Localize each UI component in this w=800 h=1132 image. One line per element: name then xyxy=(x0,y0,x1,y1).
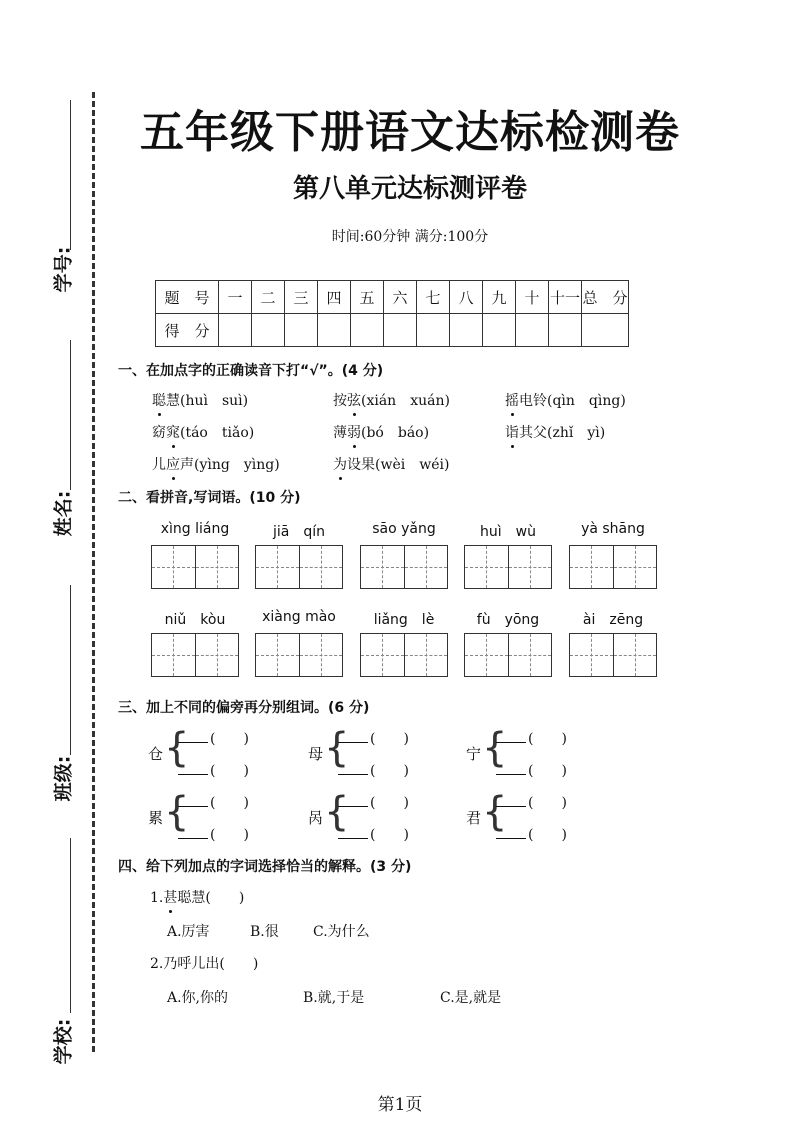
name-label: 姓名: xyxy=(52,490,75,537)
word-blank[interactable]: ( ) xyxy=(496,792,590,812)
pinyin-label: jiā qín xyxy=(272,524,325,540)
radical-char: 呙 xyxy=(308,809,324,827)
q1-item: 摇电铃(qìn qìng) xyxy=(505,390,626,410)
pinyin-label: xiàng mào xyxy=(262,609,336,625)
student-id-label: 学号: xyxy=(52,246,75,293)
score-cell[interactable] xyxy=(318,314,351,347)
writing-grid[interactable] xyxy=(569,633,657,677)
writing-grid[interactable] xyxy=(464,545,552,589)
score-header-cell: 总 分 xyxy=(582,281,629,314)
score-header-cell: 九 xyxy=(483,281,516,314)
score-cell[interactable] xyxy=(549,314,582,347)
pinyin-label: niǔ kòu xyxy=(164,612,226,628)
radical-char: 仓 xyxy=(148,745,164,763)
score-cell[interactable] xyxy=(483,314,516,347)
writing-grid[interactable] xyxy=(151,633,239,677)
writing-grid[interactable] xyxy=(255,545,343,589)
word-blank[interactable]: ( ) xyxy=(178,760,272,780)
score-cell[interactable] xyxy=(582,314,629,347)
score-header-cell: 十一 xyxy=(549,281,582,314)
radical-char: 累 xyxy=(148,809,164,827)
word-blank[interactable]: ( ) xyxy=(178,792,272,812)
score-cell[interactable] xyxy=(516,314,549,347)
radical-char: 母 xyxy=(308,745,324,763)
q4-option[interactable]: A.厉害 xyxy=(167,924,210,940)
score-table-score-row xyxy=(156,314,629,347)
score-header-cell: 一 xyxy=(219,281,252,314)
class-line xyxy=(70,585,71,755)
score-header-cell: 八 xyxy=(450,281,483,314)
q4-option[interactable]: C.是,就是 xyxy=(440,990,502,1006)
brace-icon: { xyxy=(324,789,350,835)
q1-item: 窈窕(táo tiǎo) xyxy=(152,422,254,442)
pinyin-label: xìng liáng xyxy=(160,521,230,537)
score-header-cell: 六 xyxy=(384,281,417,314)
score-header-cell: 三 xyxy=(285,281,318,314)
score-header-cell: 七 xyxy=(417,281,450,314)
score-cell[interactable] xyxy=(417,314,450,347)
q3-heading: 三、加上不同的偏旁再分别组词。(6 分) xyxy=(118,700,370,716)
writing-grid[interactable] xyxy=(360,633,448,677)
brace-icon: { xyxy=(324,725,350,771)
pinyin-label: ài zēng xyxy=(582,612,644,628)
binding-dashed-line xyxy=(92,92,95,1052)
name-line xyxy=(70,340,71,490)
word-blank[interactable]: ( ) xyxy=(338,760,432,780)
sub-title: 第八单元达标测评卷 xyxy=(292,174,527,204)
school-line xyxy=(70,838,71,1013)
q2-heading: 二、看拼音,写词语。(10 分) xyxy=(118,490,301,506)
page-number: 第1页 xyxy=(377,1095,423,1115)
score-table-header-row xyxy=(156,281,629,314)
q1-heading: 一、在加点字的正确读音下打“√”。(4 分) xyxy=(118,363,384,379)
word-blank[interactable]: ( ) xyxy=(496,728,590,748)
score-header-cell: 题 号 xyxy=(156,281,219,314)
main-title: 五年级下册语文达标检测卷 xyxy=(140,107,680,158)
score-cell[interactable] xyxy=(219,314,252,347)
q4-option[interactable]: B.就,于是 xyxy=(303,990,365,1006)
brace-icon: { xyxy=(164,725,190,771)
writing-grid[interactable] xyxy=(464,633,552,677)
pinyin-label: liǎng lè xyxy=(373,612,435,628)
score-table xyxy=(155,280,629,347)
writing-grid[interactable] xyxy=(255,633,343,677)
brace-icon: { xyxy=(482,789,508,835)
score-row-label: 得 分 xyxy=(156,314,219,347)
score-cell[interactable] xyxy=(252,314,285,347)
radical-char: 宁 xyxy=(466,745,482,763)
q1-item: 聪慧(huì suì) xyxy=(152,390,248,410)
score-cell[interactable] xyxy=(384,314,417,347)
writing-grid[interactable] xyxy=(151,545,239,589)
pinyin-label: fù yōng xyxy=(476,612,540,628)
q4-option[interactable]: B.很 xyxy=(250,924,279,940)
brace-icon: { xyxy=(164,789,190,835)
q4-option[interactable]: A.你,你的 xyxy=(167,990,229,1006)
radical-char: 君 xyxy=(466,809,482,827)
q1-item: 薄弱(bó báo) xyxy=(333,422,429,442)
writing-grid[interactable] xyxy=(360,545,448,589)
pinyin-label: huì wù xyxy=(480,524,536,540)
q4-heading: 四、给下列加点的字词选择恰当的解释。(3 分) xyxy=(118,859,412,875)
q4-option[interactable]: C.为什么 xyxy=(313,924,370,940)
word-blank[interactable]: ( ) xyxy=(496,760,590,780)
score-cell[interactable] xyxy=(450,314,483,347)
word-blank[interactable]: ( ) xyxy=(178,728,272,748)
student-id-line xyxy=(70,100,71,250)
score-header-cell: 十 xyxy=(516,281,549,314)
score-header-cell: 四 xyxy=(318,281,351,314)
word-blank[interactable]: ( ) xyxy=(338,824,432,844)
class-label: 班级: xyxy=(52,755,75,802)
score-header-cell: 五 xyxy=(351,281,384,314)
brace-icon: { xyxy=(482,725,508,771)
q1-item: 诣其父(zhǐ yì) xyxy=(505,422,605,442)
word-blank[interactable]: ( ) xyxy=(178,824,272,844)
school-label: 学校: xyxy=(52,1018,75,1065)
q1-item: 为设果(wèi wéi) xyxy=(333,454,449,474)
pinyin-label: yà shāng xyxy=(581,521,645,537)
q4-item-2: 2.乃呼儿出( ) xyxy=(150,956,259,972)
q4-item-1: 1.甚聪慧( ) xyxy=(150,887,244,907)
writing-grid[interactable] xyxy=(569,545,657,589)
score-cell[interactable] xyxy=(285,314,318,347)
time-info: 时间:60分钟 满分:100分 xyxy=(331,229,489,245)
score-cell[interactable] xyxy=(351,314,384,347)
score-header-cell: 二 xyxy=(252,281,285,314)
q1-item: 按弦(xián xuán) xyxy=(333,390,450,410)
word-blank[interactable]: ( ) xyxy=(496,824,590,844)
pinyin-label: sāo yǎng xyxy=(372,521,436,537)
q1-item: 儿应声(yìng yìng) xyxy=(152,454,280,474)
word-blank[interactable]: ( ) xyxy=(338,792,432,812)
word-blank[interactable]: ( ) xyxy=(338,728,432,748)
